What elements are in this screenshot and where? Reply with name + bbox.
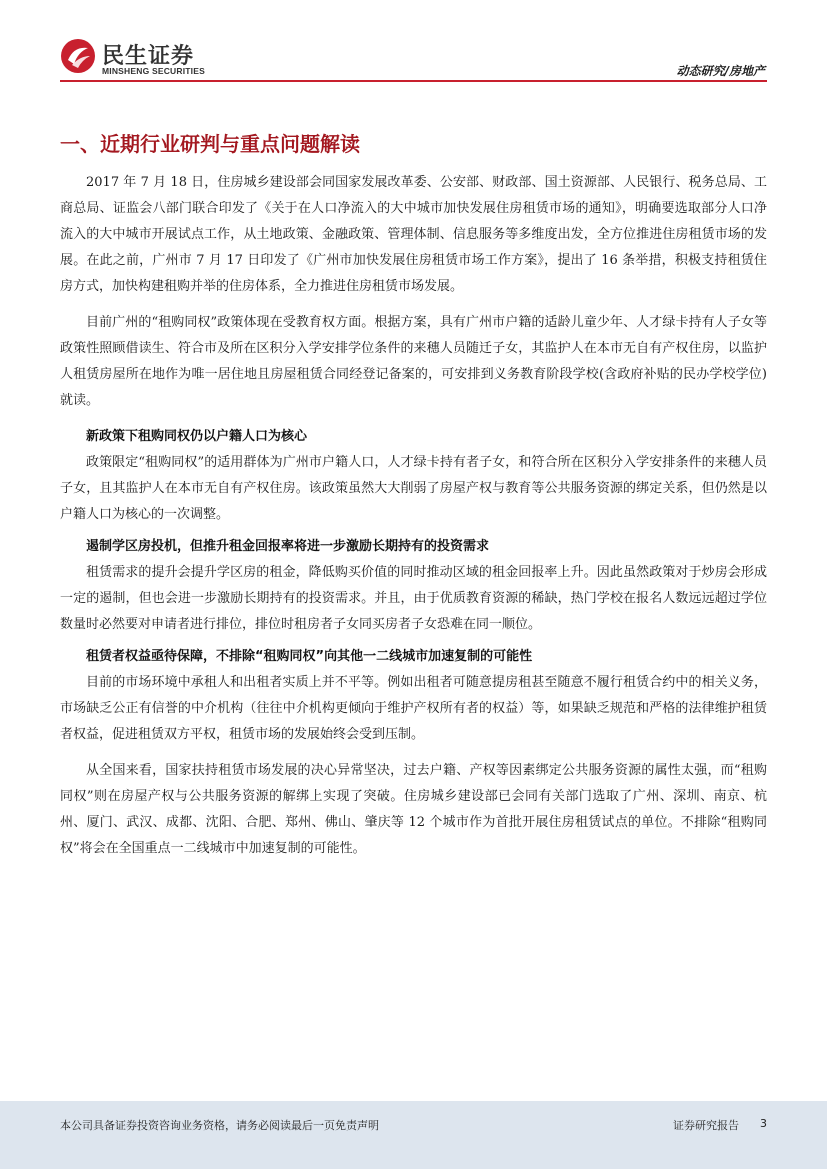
page-footer — [0, 1101, 827, 1169]
report-section-label: 动态研究/房地产 — [676, 64, 765, 78]
footer-disclaimer: 本公司具备证券投资咨询业务资格，请务必阅读最后一页免责声明 — [60, 1119, 379, 1132]
page-number: 3 — [760, 1117, 767, 1130]
body-paragraph: 政策限定“租购同权”的适用群体为广州市户籍人口，人才绿卡持有者子女，和符合所在区积分入学安排条件的来穗人员子女，且其监护人在本市无自有产权住房。该政策虽然大大削弱了房屋产权与教育等公共服务资源的绑定关系，但仍然是以户籍人口为核心的一次调整。 — [60, 455, 767, 522]
body-paragraph: 租赁需求的提升会提升学区房的租金，降低购买价值的同时推动区域的租金回报率上升。因此虽然政策对于炒房会形成一定的遏制，但也会进一步激励长期持有的投资需求。并且，由于优质教育资源的稀缺，热门学校在报名人数远远超过学位数量时必然要对申请者进行排位，排位时租房者子女同买房者子女恐难在同一顺位。 — [60, 565, 767, 632]
logo-english-name: MINSHENG SECURITIES — [102, 66, 205, 76]
company-logo — [60, 38, 220, 78]
logo-chinese-name: 民生证券 — [102, 44, 195, 69]
minsheng-logo-icon — [60, 38, 96, 74]
footer-report-type: 证券研究报告 — [673, 1119, 739, 1132]
header-divider — [60, 80, 767, 82]
body-paragraph: 目前的市场环境中承租人和出租者实质上并不平等。例如出租者可随意提房租甚至随意不履行租赁合约中的相关义务，市场缺乏公正有信誉的中介机构（往往中介机构更倾向于维护产权所有者的权益）等，如果缺乏规范和严格的法律维护租赁者权益，促进租赁双方平权，租赁市场的发展始终会受到压制。 — [60, 675, 767, 742]
section-heading: 遏制学区房投机，但推升租金回报率将进一步激励长期持有的投资需求 — [86, 539, 490, 554]
body-paragraph: 目前广州的“租购同权”政策体现在受教育权方面。根据方案，具有广州市户籍的适龄儿童少年、人才绿卡持有人子女等政策性照顾借读生、符合市及所在区积分入学安排学位条件的来穗人员随迁子女，其监护人在本市无自有产权住房，以监护人租赁房屋所在地作为唯一居住地且房屋租赁合同经登记备案的，可安排到义务教育阶段学校(含政府补贴的民办学校学位)就读。 — [60, 315, 767, 408]
body-paragraph: 从全国来看，国家扶持租赁市场发展的决心异常坚决，过去户籍、产权等因素绑定公共服务资源的属性太强，而“租购同权”则在房屋产权与公共服务资源的解绑上实现了突破。住房城乡建设部已会同有关部门选取了广州、深圳、南京、杭州、厦门、武汉、成都、沈阳、合肥、郑州、佛山、肇庆等 12 个城市作为首批开展住房租赁试点的单位。不排除“租购同权”将会在全国重点一二线城市中加速复制的可能性。 — [60, 763, 767, 856]
page-header — [0, 0, 827, 90]
report-body — [60, 170, 767, 872]
chapter-title: 一、近期行业研判与重点问题解读 — [60, 132, 360, 156]
section-heading: 新政策下租购同权仍以户籍人口为核心 — [86, 429, 308, 444]
body-paragraph: 2017 年 7 月 18 日，住房城乡建设部会同国家发展改革委、公安部、财政部、国土资源部、人民银行、税务总局、工商总局、证监会八部门联合印发了《关于在人口净流入的大中城市加快发展住房租赁市场的通知》，明确要选取部分人口净流入的大中城市开展试点工作，从土地政策、金融政策、管理体制、信息服务等多维度出发，全方位推进住房租赁市场的发展。在此之前，广州市 7 月 17 日印发了《广州市加快发展住房租赁市场工作方案》，提出了 16 条举措，积极支持租赁住房方式，加快构建租购并举的住房体系，全力推进住房租赁市场发展。 — [60, 175, 767, 294]
section-heading: 租赁者权益亟待保障，不排除“租购同权”向其他一二线城市加速复制的可能性 — [86, 649, 533, 664]
